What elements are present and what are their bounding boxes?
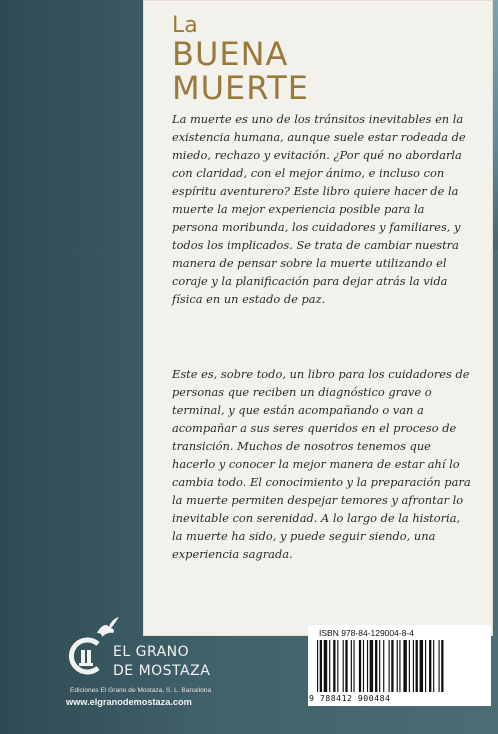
description-paragraph-1: La muerte es uno de los tránsitos inevitables en la existencia humana, aunque suele estar rodeada de miedo, rechazo y evitación. ¿Por qué no abordarla con claridad, con el mejor ánimo, e incluso con espíritu aventurero? Este libro quiere hacer de la muerte la mejor experiencia posible para la persona moribunda, los cuidadores y familiares, y todos los implicados. Se trata de cambiar nuestra manera de pensar sobre la muerte utilizando el coraje y la planificación para dejar atrás la vida física en un estado de paz.	[172, 112, 466, 306]
barcode-icon	[317, 640, 480, 692]
description-paragraph-2: Este es, sobre todo, un libro para los cuidadores de personas que reciben un diagnóstico grave o terminal, y que están acompañando o van a acompañar a sus seres queridos en el proceso de transición. Muchos de nosotros tenemos que hacerlo y conocer la mejor manera de estar ahí lo cambia todo. El conocimiento y la preparación para la muerte permiten despejar temores y afrontar lo inevitable con serenidad. A lo largo de la historia, la muerte ha sido, y puede seguir siendo, una experiencia sagrada.	[172, 367, 471, 561]
barcode-digits: 9 788412 900484	[309, 693, 391, 703]
publisher-logo-icon	[66, 636, 106, 676]
publisher-name-line-2: DE MOSTAZA	[113, 663, 211, 679]
title-line-1: BUENA	[172, 35, 289, 73]
publisher-editorial: Ediciones El Grano de Mostaza, S. L. Barcelona	[70, 687, 212, 694]
publisher-website: www.elgranodemostaza.com	[66, 697, 192, 707]
title-article: La	[172, 13, 198, 38]
publisher-name-line-1: EL GRANO	[113, 644, 190, 660]
isbn-label: ISBN 978-84-129004-8-4	[319, 628, 414, 638]
title-line-2: MUERTE	[172, 69, 309, 107]
